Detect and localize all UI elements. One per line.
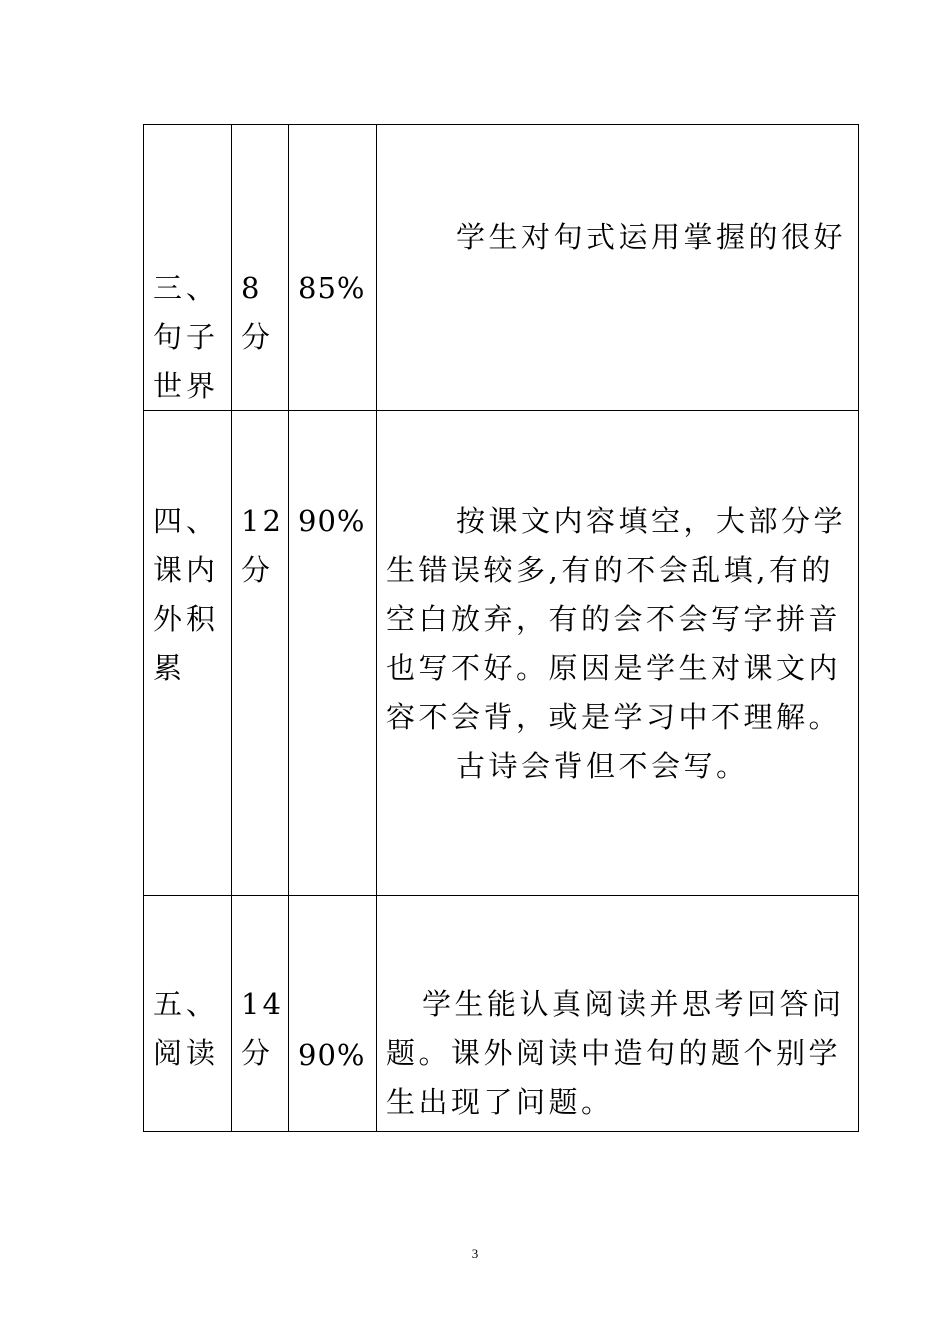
- table-row: [144, 896, 859, 1132]
- comment-paragraph: 学生能认真阅读并思考回答问题。课外阅读中造句的题个别学生出现了问题。: [386, 987, 845, 1119]
- section-line: 句子: [153, 320, 220, 354]
- score-label: [241, 497, 284, 595]
- section-line: 三、: [153, 271, 220, 305]
- rate-value: 90%: [298, 1038, 366, 1072]
- rate-value: 90%: [298, 504, 366, 538]
- rate-cell: [289, 125, 377, 411]
- section-line: 五、: [153, 987, 220, 1021]
- section-cell: [144, 896, 232, 1132]
- score-value: 14: [241, 987, 284, 1021]
- section-line: 课内: [153, 553, 220, 587]
- comment-paragraph: 古诗会背但不会写。: [456, 749, 749, 783]
- comment-text: [386, 497, 852, 791]
- score-cell: [232, 896, 289, 1132]
- section-cell: [144, 411, 232, 896]
- table-row: [144, 411, 859, 896]
- table-row: [144, 125, 859, 411]
- score-cell: [232, 125, 289, 411]
- section-line: 阅读: [153, 1036, 220, 1070]
- section-label: [153, 497, 219, 693]
- comment-text: [386, 213, 852, 262]
- score-unit: 分: [241, 320, 275, 354]
- score-unit: 分: [241, 1036, 275, 1070]
- comment-text: [386, 980, 852, 1127]
- section-cell: [144, 125, 232, 411]
- section-line: 四、: [153, 504, 220, 538]
- rate-cell: [289, 411, 377, 896]
- score-label: [241, 264, 274, 362]
- rate-value: 85%: [298, 271, 366, 305]
- score-unit: 分: [241, 553, 275, 587]
- score-cell: [232, 411, 289, 896]
- comment-cell: [377, 411, 859, 896]
- comment-paragraph: 学生对句式运用掌握的很好: [456, 220, 847, 254]
- score-analysis-table: [143, 124, 859, 1132]
- section-line: 累: [153, 651, 187, 685]
- rate-cell: [289, 896, 377, 1132]
- comment-paragraph: 按课文内容填空，大部分学生错误较多,有的不会乱填,有的空白放弃，有的会不会写字拼音也写不好。原因是学生对课文内容不会背，或是学习中不理解。: [386, 504, 847, 734]
- score-value: 8: [241, 271, 263, 305]
- section-label: [153, 264, 219, 411]
- page-number: 3: [471, 1246, 479, 1261]
- section-label: [153, 980, 219, 1078]
- score-label: [241, 980, 284, 1078]
- section-line: 外积: [153, 602, 220, 636]
- score-value: 12: [241, 504, 284, 538]
- section-line: 世界: [153, 369, 220, 403]
- comment-cell: [377, 125, 859, 411]
- comment-cell: [377, 896, 859, 1132]
